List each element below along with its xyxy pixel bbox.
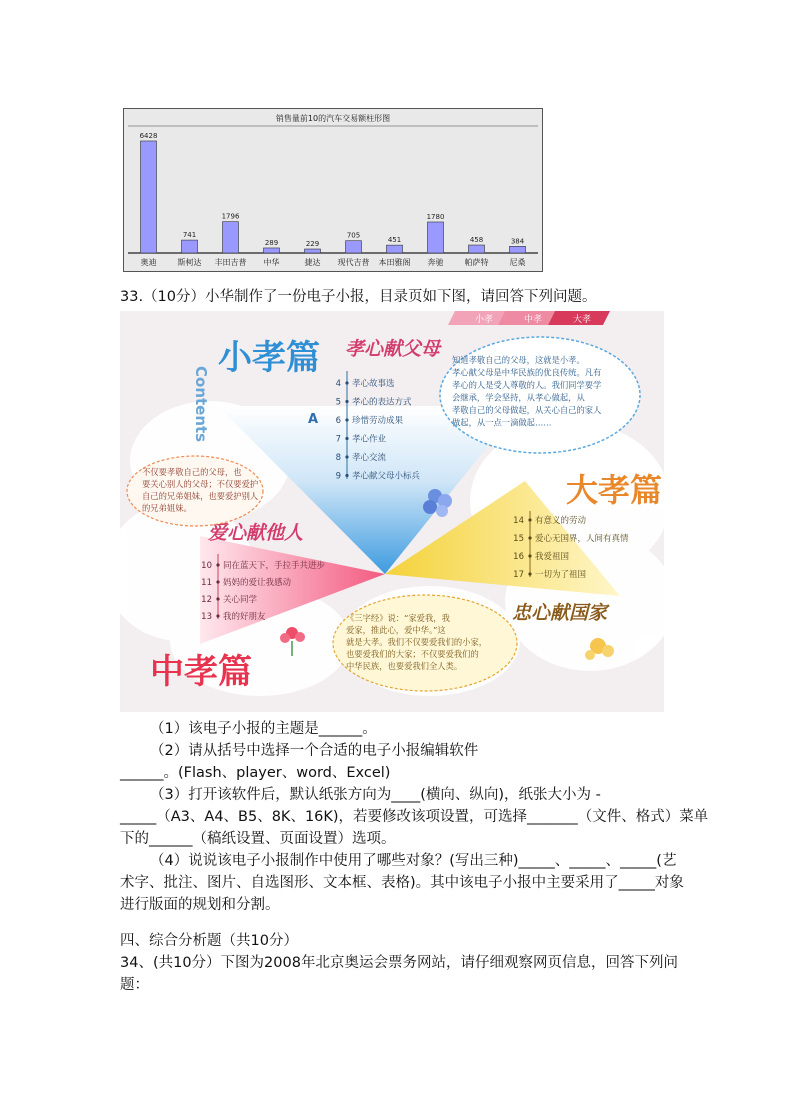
bar-value-label: 229 — [305, 240, 320, 249]
x-tick-label: 奔驰 — [427, 258, 444, 267]
x-tick-label: 捷达 — [304, 258, 321, 267]
chart-title: 销售量前10的汽车交易额柱形图 — [275, 114, 391, 123]
bar-value-label: 1796 — [221, 212, 240, 221]
q33-part3-line2: _____（A3、A4、B5、8K、16K)，若要修改该项设置，可选择_______（文件、格式）菜单 — [120, 809, 709, 825]
x-tick-label: 斯柯达 — [177, 258, 202, 267]
bar-value-label: 6428 — [139, 131, 158, 140]
bubble-text-line: 的兄弟姐妹。 — [142, 503, 192, 513]
heading-parents: 孝心献父母 — [345, 338, 441, 360]
bubble-text-line: 孝心献父母是中华民族的优良传统。凡有 — [452, 367, 602, 378]
toc-item: 关心同学 — [223, 595, 258, 605]
heading-country: 忠心献国家 — [512, 602, 608, 624]
toc-number: 16 — [513, 552, 524, 562]
bar — [469, 245, 485, 253]
section-4-title: 四、综合分析题（共10分） — [120, 933, 298, 949]
q33-part3-line1: （3）打开该软件后，默认纸张方向为____(横向、纵向)，纸张大小为 - — [150, 787, 601, 803]
bubble-text-line: 中华民族，也要爱我们全人类。 — [346, 661, 463, 671]
q33-part2-line2: ______。(Flash、player、word、Excel) — [120, 765, 391, 781]
title-big-filial: 大孝篇 — [566, 471, 663, 509]
toc-item: 孝心故事选 — [352, 379, 395, 389]
q33-part4-line3: 进行版面的规划和分割。 — [120, 897, 280, 913]
toc-number: 17 — [513, 570, 524, 580]
toc-number: 6 — [335, 416, 341, 426]
bar-value-label: 741 — [182, 231, 197, 240]
question-34-line1: 34、(共10分）下图为2008年北京奥运会票务网站，请仔细观察网页信息，回答下列问 — [120, 955, 678, 971]
bar — [182, 240, 198, 253]
toc-number: 7 — [335, 434, 341, 445]
e-newspaper-toc-image — [120, 311, 664, 712]
x-tick-label: 尼桑 — [509, 258, 526, 267]
toc-item: 妈妈的爱让我感动 — [223, 578, 292, 588]
bubble-mid-filial — [127, 456, 263, 526]
bar-value-label: 1780 — [426, 212, 445, 221]
bubble-text-line: 要关心别人的父母；不仅要爱护 — [142, 479, 259, 489]
toc-item: 爱心无国界，人间有真情 — [535, 534, 629, 544]
x-tick-label: 本田雅阁 — [378, 258, 411, 267]
bubble-text-line: 也要爱我们的大家；不仅要爱我们的 — [346, 649, 479, 659]
toc-item: 孝心献父母小标兵 — [352, 471, 421, 482]
toc-item: 一切为了祖国 — [535, 570, 587, 580]
x-tick-label: 丰田吉普 — [214, 258, 247, 267]
bubble-text-line: 孝心的人是受人尊敬的人。我们同学要学 — [452, 380, 602, 390]
toc-item: 有意义的劳动 — [535, 516, 587, 526]
title-mid-filial: 中孝篇 — [150, 652, 252, 692]
bubble-text-line: 会继承，学会坚持，从孝心做起，从 — [452, 392, 585, 403]
bar — [387, 245, 403, 253]
toc-item: 我的好朋友 — [223, 612, 266, 622]
q33-part4-line2: 术字、批注、图片、自选图形、文本框、表格)。其中该电子小报中主要采用了_____对象 — [120, 875, 684, 891]
bubble-text-line: 做起，从一点一滴做起…… — [452, 417, 552, 428]
toc-number: 15 — [513, 534, 524, 544]
bar — [223, 222, 239, 253]
contents-label: Contents — [192, 366, 210, 443]
toc-number: 8 — [335, 453, 341, 463]
tab-mid: 中孝 — [524, 315, 543, 325]
bubble-text-line: 《三字经》说：“家爱我，我 — [346, 613, 450, 623]
q33-part1: （1）该电子小报的主题是______。 — [150, 721, 377, 737]
x-tick-label: 帕萨特 — [464, 258, 489, 267]
toc-number: 11 — [201, 578, 212, 588]
toc-number: 5 — [335, 397, 341, 408]
toc-number: 14 — [513, 516, 524, 526]
title-small-filial: 小孝篇 — [218, 338, 320, 378]
bubble-text-line: 知道孝敬自己的父母，这就是小孝。 — [452, 355, 585, 365]
toc-item: 孝心交流 — [352, 453, 387, 463]
tab-big: 大孝 — [573, 315, 592, 325]
toc-item: 同在蓝天下，手拉手共进步 — [223, 561, 326, 571]
newspaper-canvas — [120, 311, 664, 712]
toc-number: 4 — [335, 379, 341, 389]
bar-value-label: 705 — [346, 231, 361, 240]
toc-number: 9 — [335, 471, 341, 482]
x-tick-label: 现代吉普 — [337, 258, 370, 267]
bar-value-label: 451 — [387, 236, 402, 245]
bubble-small-filial — [440, 337, 640, 453]
toc-item: 珍惜劳动成果 — [352, 416, 404, 426]
x-tick-label: 中华 — [263, 258, 280, 267]
bar — [264, 248, 280, 253]
bar — [305, 249, 321, 253]
toc-item: 孝心作业 — [352, 434, 387, 445]
question-34-line2: 题： — [120, 977, 149, 993]
heading-others: 爱心献他人 — [208, 522, 304, 544]
question-33-header: 33.（10分）小华制作了一份电子小报，目录页如下图，请回答下列问题。 — [120, 289, 597, 305]
bubble-text-line: 爱家，推此心，爱中华。”这 — [346, 625, 446, 635]
bar-value-label: 458 — [469, 236, 484, 245]
bubble-text-line: 自己的兄弟姐妹，也要爱护别人 — [142, 491, 259, 501]
bar-value-label: 384 — [510, 237, 525, 246]
bubble-text-line: 不仅要孝敬自己的父母，也 — [142, 467, 242, 477]
bubble-text-line: 孝敬自己的父母做起，从关心自己的家人 — [452, 405, 602, 415]
bubble-text-line: 就是大孝。我们不仅要爱我们的小家， — [346, 637, 488, 647]
q33-part3-line3: 下的______（稿纸设置、页面设置）选项。 — [120, 831, 396, 847]
letter-a: A — [308, 412, 319, 427]
newspaper-tabs — [448, 311, 610, 325]
bar-chart — [123, 108, 543, 272]
bar — [141, 141, 157, 253]
q33-part4-line1: （4）说说该电子小报制作中使用了哪些对象？(写出三种)_____、_____、_____(艺 — [150, 853, 677, 869]
bar — [346, 241, 362, 253]
bubble-big-filial — [333, 595, 517, 691]
toc-number: 10 — [201, 561, 212, 571]
bar-value-label: 289 — [264, 238, 279, 247]
tab-small: 小孝 — [475, 315, 494, 325]
bar — [510, 246, 526, 253]
toc-number: 13 — [201, 612, 212, 622]
toc-item: 孝心的表达方式 — [352, 397, 412, 408]
bar — [428, 222, 444, 253]
toc-item: 我爱祖国 — [535, 552, 570, 562]
x-tick-label: 奥迪 — [140, 258, 157, 267]
toc-number: 12 — [201, 595, 212, 605]
chart-canvas — [124, 109, 542, 271]
q33-part2-line1: （2）请从括号中选择一个合适的电子小报编辑软件 — [150, 743, 479, 759]
